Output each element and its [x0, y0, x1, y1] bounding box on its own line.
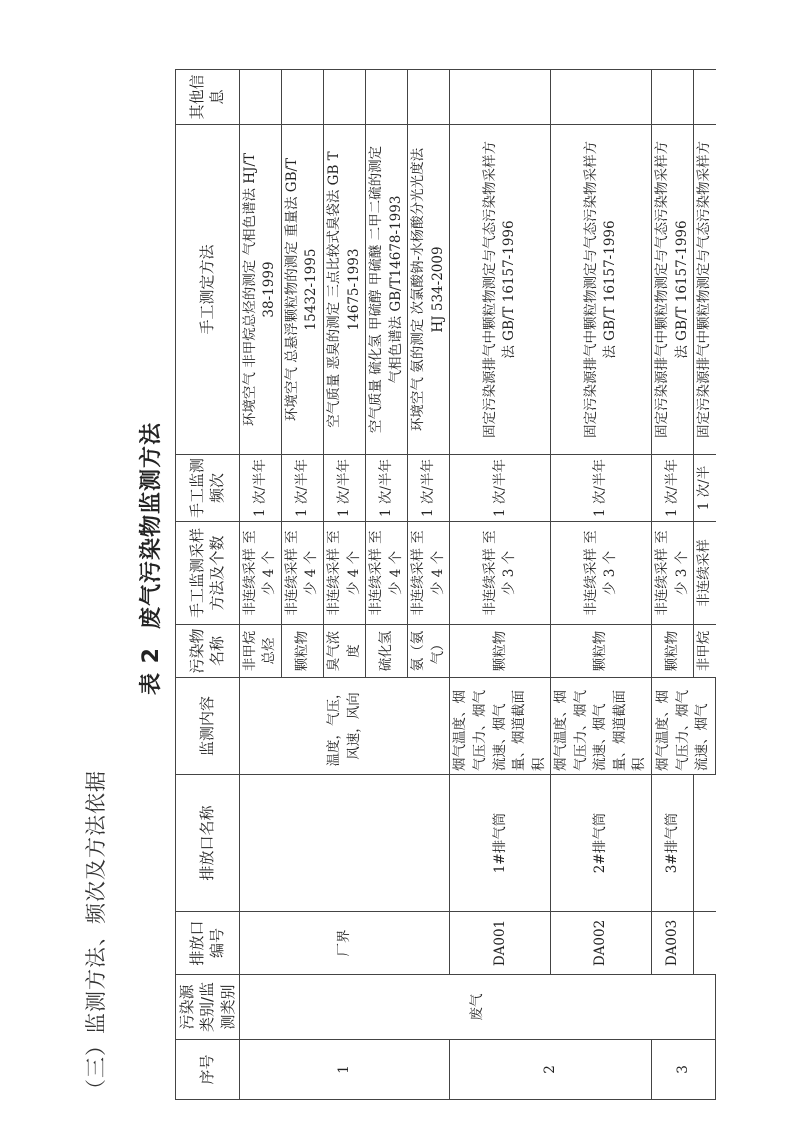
- cell-sampling: 非连续采样: [694, 522, 716, 625]
- header-method: 手工测定方法: [176, 125, 240, 455]
- cell-frequency: 1 次/半年: [366, 455, 408, 522]
- cell-sampling: 非连续采样 至少 4 个: [281, 522, 323, 625]
- table-row: [450, 70, 551, 1100]
- cell-pollutant: 颗粒物: [450, 625, 551, 678]
- method-line-1: 环境空气 氨的测定 次氯酸钠-水杨酸分光光度法: [410, 147, 427, 432]
- cell-method: [324, 125, 366, 455]
- method-line-2: 14675-1993: [345, 248, 362, 331]
- method-line-2: 法 GB/T 16157-1996: [673, 220, 690, 359]
- method-line-1: 环境空气 非甲烷总烃的测定 气相色谱法 HJ/T: [241, 152, 258, 427]
- cell-frequency: 1 次/半年: [652, 455, 694, 522]
- header-frequency: 手工监测频次: [176, 455, 240, 522]
- header-other: 其他信息: [176, 70, 240, 125]
- cell-outlet-name: 2#排气筒: [551, 775, 652, 912]
- cell-frequency: 1 次/半年: [450, 455, 551, 522]
- table-title: [134, 422, 165, 695]
- method-line-2: 法 GB/T 16157-1996: [602, 220, 619, 359]
- cell-frequency: 1 次/半年: [551, 455, 652, 522]
- cell-method: [281, 125, 323, 455]
- cell-seq: 1: [239, 1040, 450, 1100]
- header-pollutant: 污染物名称: [176, 625, 240, 678]
- header-sampling: 手工监测采样方法及个数: [176, 522, 240, 625]
- header-outlet-name: 排放口名称: [176, 775, 240, 912]
- cell-frequency: 1 次/半年: [239, 455, 281, 522]
- cell-outlet-name: 1#排气筒: [450, 775, 551, 912]
- method-line-1: 固定污染源排气中颗粒物测定与气态污染物采样方: [654, 141, 670, 438]
- waste-gas-monitoring-table: [175, 69, 716, 1100]
- cell-frequency: 1 次/半: [694, 455, 716, 522]
- cell-other: [450, 70, 551, 125]
- method-line-2: 15432-1995: [303, 248, 320, 331]
- cell-source-type: 废气: [239, 975, 715, 1040]
- method-line-1: 固定污染源排气中颗粒物测定与气态污染物采样方: [582, 141, 599, 438]
- method-line-2: HJ 534-2009: [429, 246, 446, 333]
- cell-outlet-name: [239, 775, 450, 912]
- cell-method: [366, 125, 408, 455]
- cell-method: [652, 125, 694, 455]
- cell-other: [652, 70, 694, 125]
- cell-pollutant: 颗粒物: [281, 625, 323, 678]
- table-row: [694, 70, 716, 1100]
- cell-method: [239, 125, 281, 455]
- table-row: [551, 70, 652, 1100]
- header-outlet-code: 排放口编号: [176, 912, 240, 975]
- method-line-2: 气相色谱法 GB/T14678-1993: [387, 195, 404, 384]
- header-seq: 序号: [176, 1040, 240, 1100]
- cell-sampling: 非连续采样 至少 3 个: [450, 522, 551, 625]
- cell-other: [239, 70, 281, 125]
- method-line-1: 固定污染源排气中颗粒物测定与气态污染物采样方: [481, 141, 498, 438]
- table-row: [239, 70, 281, 1100]
- cell-frequency: 1 次/半年: [408, 455, 450, 522]
- cell-other: [366, 70, 408, 125]
- cell-method: 固定污染源排气中颗粒物测定与气态污染物采样方: [694, 125, 716, 455]
- cell-pollutant: 硫化氢: [366, 625, 408, 678]
- cell-content: 烟气温度、烟气压力、烟气流速、烟气量、烟道截面积: [450, 678, 551, 775]
- header-content: 监测内容: [176, 678, 240, 775]
- table-header-row: [176, 70, 240, 1100]
- table-number: 表 2: [139, 647, 164, 695]
- cell-outlet-code: DA003: [652, 912, 694, 975]
- cell-outlet-code: 厂界: [239, 912, 450, 975]
- cell-pollutant: 非甲烷: [694, 625, 716, 678]
- cell-pollutant: 臭气浓度: [324, 625, 366, 678]
- cell-sampling: 非连续采样 至少 4 个: [408, 522, 450, 625]
- cell-other: [281, 70, 323, 125]
- cell-pollutant: 颗粒物: [652, 625, 694, 678]
- cell-content: 烟气温度、烟气压力、烟气流速、烟气量、烟道截面积: [551, 678, 652, 775]
- cell-sampling: 非连续采样 至少 3 个: [652, 522, 694, 625]
- method-line-2: 法 GB/T 16157-1996: [501, 220, 518, 359]
- cell-other: [324, 70, 366, 125]
- cell-other: [408, 70, 450, 125]
- cell-sampling: 非连续采样 至少 4 个: [324, 522, 366, 625]
- cell-other: [551, 70, 652, 125]
- cell-content: 温度，气压，风速，风向: [239, 678, 450, 775]
- cell-method: [408, 125, 450, 455]
- cell-frequency: 1 次/半年: [324, 455, 366, 522]
- header-source-type: 污染源类别/监测类别: [176, 975, 240, 1040]
- method-line-1: 空气质量 硫化氢 甲硫醇 甲硫醚 二甲二硫的测定: [368, 145, 385, 434]
- method-line-1: 环境空气 总悬浮颗粒物的测定 重量法 GB/T: [283, 157, 300, 422]
- cell-frequency: 1 次/半年: [281, 455, 323, 522]
- cell-other: [694, 70, 716, 125]
- cell-outlet-code: [694, 912, 716, 975]
- cell-sampling: 非连续采样 至少 3 个: [551, 522, 652, 625]
- cell-pollutant: 氨（氨气）: [408, 625, 450, 678]
- method-line-2: 38-1999: [261, 261, 278, 318]
- cell-content: 烟气温度、烟气压力、烟气流速、烟气: [652, 678, 716, 775]
- cell-seq: 2: [450, 1040, 652, 1100]
- cell-sampling: 非连续采样 至少 4 个: [366, 522, 408, 625]
- table-title-text: 废气污染物监测方法: [139, 422, 164, 630]
- cell-outlet-name: 3#排气筒: [652, 775, 694, 912]
- section-heading: （三）监测方法、频次及方法依据: [84, 770, 108, 1100]
- cell-pollutant: 非甲烷总烃: [239, 625, 281, 678]
- cell-outlet-code: DA002: [551, 912, 652, 975]
- cell-outlet-code: DA001: [450, 912, 551, 975]
- table-row: [652, 70, 694, 1100]
- cell-seq: 3: [652, 1040, 716, 1100]
- method-line-1: 空气质量 恶臭的测定 三点比较式臭袋法 GB T: [326, 151, 342, 428]
- cell-pollutant: 颗粒物: [551, 625, 652, 678]
- cell-sampling: 非连续采样 至少 4 个: [239, 522, 281, 625]
- cell-outlet-name: [694, 775, 716, 912]
- cell-method: [450, 125, 551, 455]
- cell-method: [551, 125, 652, 455]
